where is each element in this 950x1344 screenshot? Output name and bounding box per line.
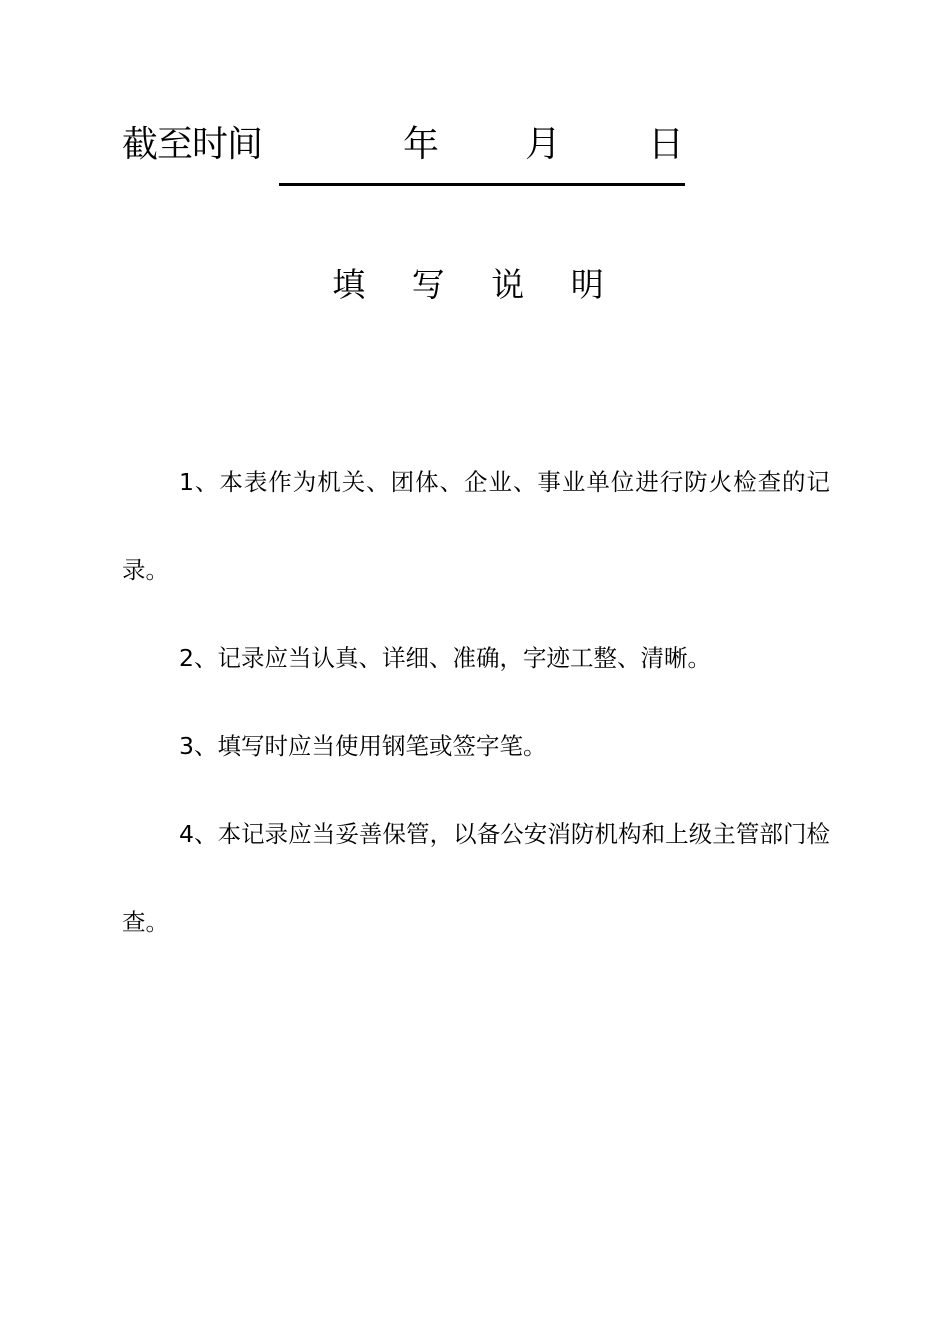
- day-label: 日: [648, 124, 685, 165]
- section-title: 填 写 说 明: [332, 265, 622, 304]
- month-label: 月: [525, 124, 562, 165]
- date-row: [122, 120, 722, 170]
- instruction-item-1: 1、本表作为机关、团体、企业、事业单位进行防火检查的记录。: [122, 468, 830, 584]
- instruction-item-4: 4、本记录应当妥善保管，以备公安消防机构和上级主管部门检查。: [122, 820, 830, 936]
- year-label: 年: [403, 124, 440, 165]
- date-label: 截至时间: [122, 124, 263, 165]
- instruction-item-2: 2、记录应当认真、详细、准确，字迹工整、清晰。: [179, 644, 711, 672]
- instructions-list: [122, 438, 830, 966]
- instruction-item-3: 3、填写时应当使用钢笔或签字笔。: [179, 732, 547, 760]
- date-fill-line: [279, 183, 685, 186]
